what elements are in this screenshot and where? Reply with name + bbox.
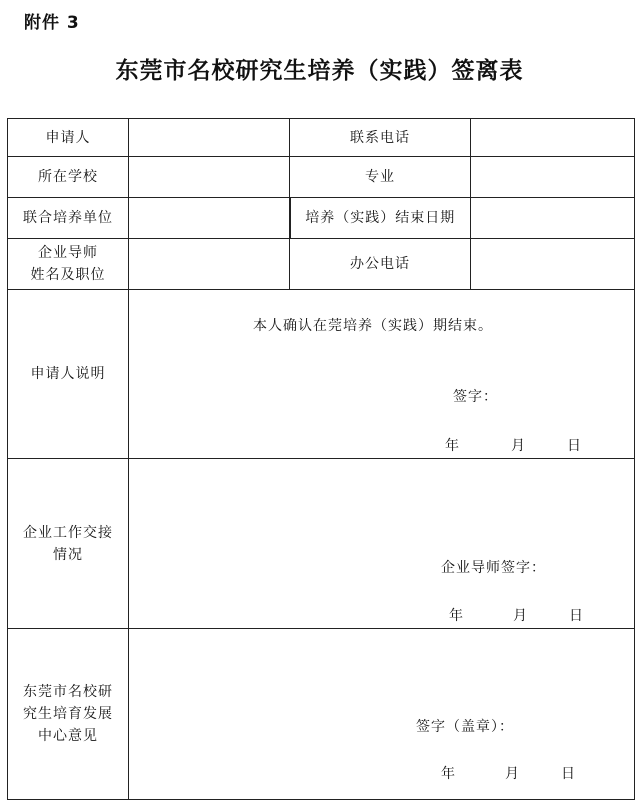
handover-date-month: 月 [513,608,528,624]
end-date-label: 培养（实践）结束日期 [290,198,471,239]
enterprise-mentor-label [8,239,129,290]
applicant-signature-label: 签字： [453,389,498,405]
applicant-statement-label: 申请人说明 [8,290,129,459]
enterprise-mentor-field[interactable] [129,239,290,290]
end-date-field[interactable] [471,198,635,239]
departure-form-table [7,118,635,800]
handover-area[interactable] [129,459,635,629]
handover-date-year: 年 [449,608,464,624]
contact-phone-label: 联系电话 [290,119,471,157]
applicant-date-day: 日 [567,438,582,454]
table-row [8,198,635,239]
center-opinion-label [8,629,129,800]
center-opinion-label-line3: 中心意见 [38,728,98,744]
center-date-year: 年 [441,766,456,782]
contact-phone-field[interactable] [471,119,635,157]
attachment-label: 附件 3 [24,13,80,33]
major-field[interactable] [471,157,635,198]
table-row [8,459,635,629]
applicant-name-label: 申请人 [8,119,129,157]
table-row [8,119,635,157]
enterprise-mentor-label-line2: 姓名及职位 [30,267,106,283]
handover-label-line2: 情况 [53,546,83,563]
handover-label [8,459,129,629]
enterprise-mentor-label-line1: 企业导师 [38,245,98,261]
center-date-day: 日 [561,766,576,782]
joint-unit-label: 联合培养单位 [8,198,129,239]
center-date-month: 月 [505,766,520,782]
center-signature-label: 签字（盖章）： [416,719,514,735]
handover-label-line1: 企业工作交接 [23,524,113,541]
center-opinion-label-line1: 东莞市名校研 [23,684,113,700]
school-field[interactable] [129,157,290,198]
office-phone-label: 办公电话 [290,239,471,290]
school-label: 所在学校 [8,157,129,198]
table-row [8,239,635,290]
major-label: 专业 [290,157,471,198]
joint-unit-field[interactable] [129,198,290,239]
applicant-name-field[interactable] [129,119,290,157]
applicant-date-month: 月 [511,438,526,454]
handover-date-day: 日 [569,608,584,624]
table-row [8,290,635,459]
applicant-statement-area[interactable] [129,290,635,459]
applicant-statement-text: 本人确认在莞培养（实践）期结束。 [253,318,493,334]
office-phone-field[interactable] [471,239,635,290]
page-title: 东莞市名校研究生培养（实践）签离表 [115,57,524,84]
table-row [8,629,635,800]
applicant-date-year: 年 [445,438,460,454]
table-row [8,157,635,198]
center-opinion-label-line2: 究生培育发展 [23,706,113,722]
enterprise-mentor-signature-label: 企业导师签字： [441,560,546,576]
center-opinion-area[interactable] [129,629,635,800]
